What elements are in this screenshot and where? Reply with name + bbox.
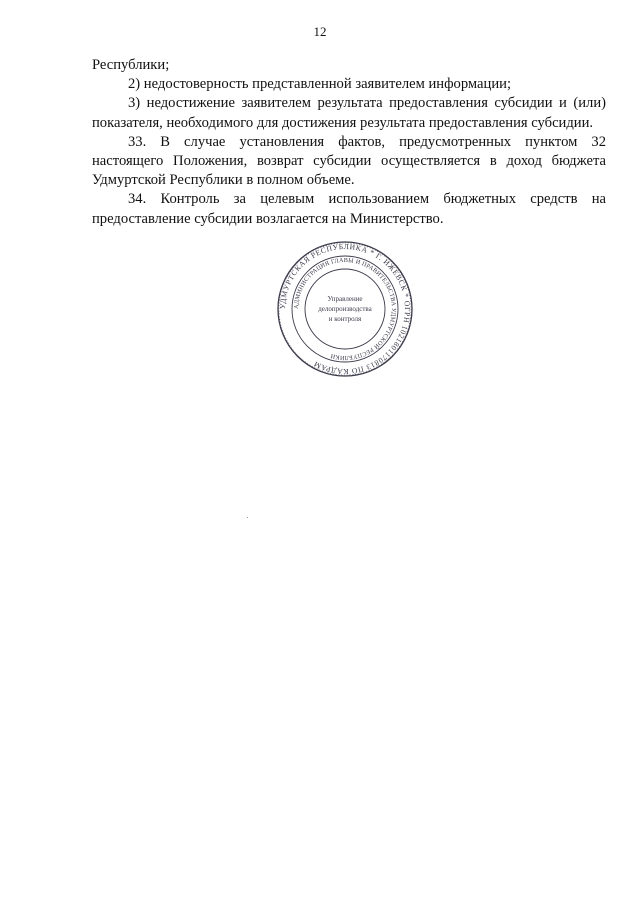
paragraph-clause-33: 33. В случае установления фактов, предусмотренных пунктом 32 настоящего Положения, возврат субсидии осуществляется в доход бюджета Удмуртской Республики в полном объеме.: [92, 133, 606, 189]
paragraph-item-2: 2) недостоверность представленной заявителем информации;: [128, 76, 512, 93]
paragraph-item-3: 3) недостижение заявителем результата предоставления субсидии и (или) показателя, необходимого для достижения результата предоставления субсидии.: [92, 95, 606, 131]
stamp-inner-ring-text: АДМИНИСТРАЦИЯ ГЛАВЫ И ПРАВИТЕЛЬСТВА УДМУРТСКОЙ РЕСПУБЛИКИ: [292, 256, 398, 362]
document-body: [92, 56, 606, 229]
official-stamp: [276, 240, 414, 378]
page-number: 12: [313, 24, 327, 39]
paragraph-clause-34: 34. Контроль за целевым использованием бюджетных средств на предоставление субсидии возлагается на Министерство.: [92, 191, 606, 227]
scan-speck: [247, 517, 248, 518]
paragraph-continuation: Республики;: [92, 57, 170, 73]
stamp-seal-icon: [276, 240, 414, 378]
stamp-center-line-1: Управление: [327, 295, 363, 303]
stamp-center-line-3: и контроля: [328, 315, 362, 323]
stamp-center-line-2: делопроизводства: [318, 305, 372, 313]
stamp-outer-ring-text: УДМУРТСКАЯ РЕСПУБЛИКА * Г. ИЖЕВСК * ОГРН 1021801170813 ПО КАДРАМ: [277, 241, 413, 377]
